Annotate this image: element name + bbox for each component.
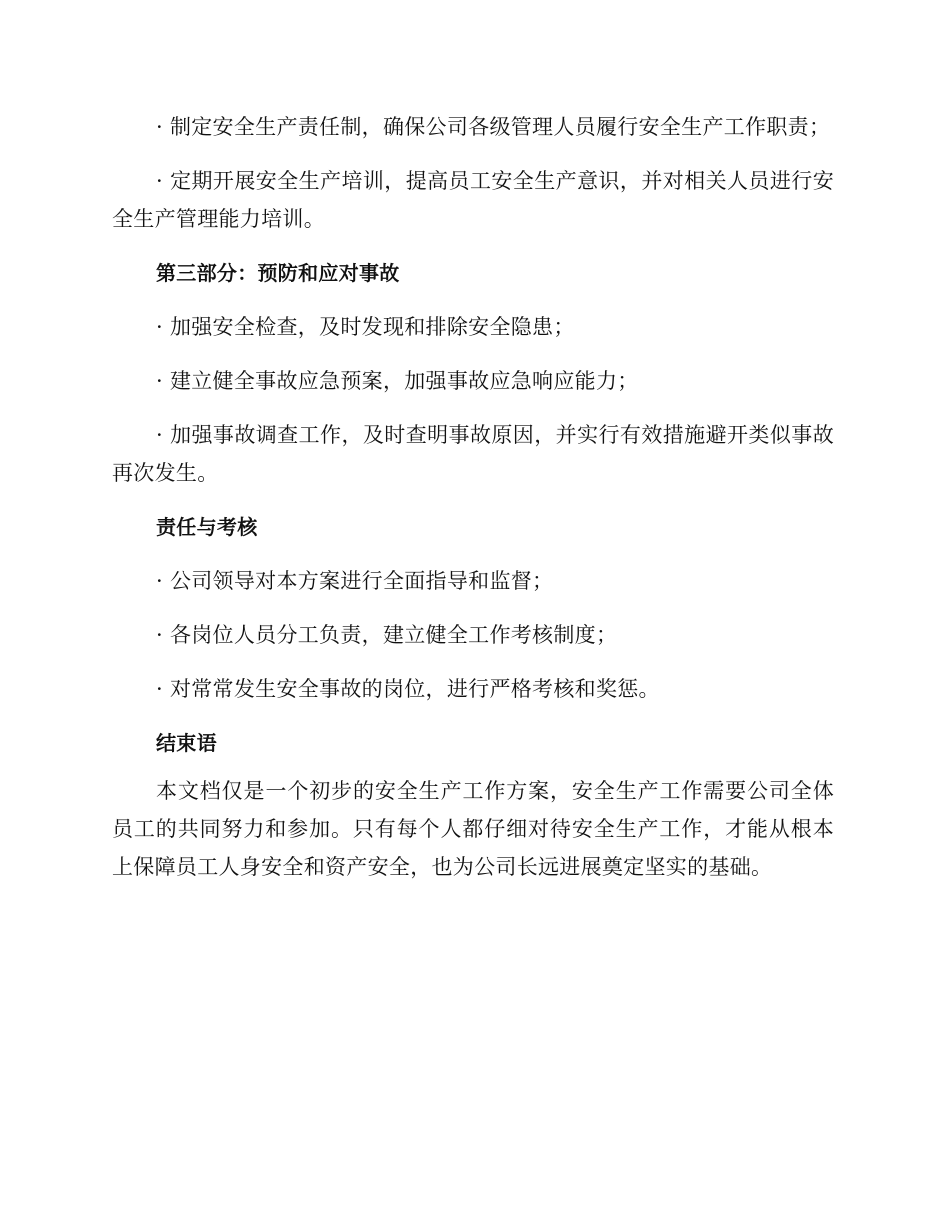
bullet-strict-assessment: · 对常常发生安全事故的岗位，进行严格考核和奖惩。: [156, 677, 660, 701]
conclusion-paragraph: 本文档仅是一个初步的安全生产工作方案，安全生产工作需要公司全体员工的共同努力和参加。只有每个人都仔细对待安全生产工作，才能从根本上保障员工人身安全和资产安全，也为公司长远进展奠定坚实的基础。: [112, 779, 834, 879]
bullet-division-of-duties: · 各岗位人员分工负责，建立健全工作考核制度；: [156, 623, 618, 647]
bullet-safety-inspection: · 加强安全检查，及时发现和排除安全隐患；: [156, 315, 575, 339]
bullet-responsibility-system: · 制定安全生产责任制，确保公司各级管理人员履行安全生产工作职责；: [156, 115, 831, 139]
bullet-leadership-supervision: · 公司领导对本方案进行全面指导和监督；: [156, 569, 554, 593]
document-page: [112, 108, 834, 886]
bullet-accident-investigation: · 加强事故调查工作，及时查明事故原因，并实行有效措施避开类似事故再次发生。: [112, 423, 834, 485]
heading-part3-accident-prevention: 第三部分：预防和应对事故: [156, 261, 400, 285]
heading-responsibility-assessment: 责任与考核: [156, 515, 258, 539]
bullet-safety-training: · 定期开展安全生产培训，提高员工安全生产意识，并对相关人员进行安全生产管理能力培训。: [112, 169, 834, 231]
bullet-emergency-plan: · 建立健全事故应急预案，加强事故应急响应能力；: [156, 369, 639, 393]
heading-conclusion: 结束语: [156, 731, 217, 755]
